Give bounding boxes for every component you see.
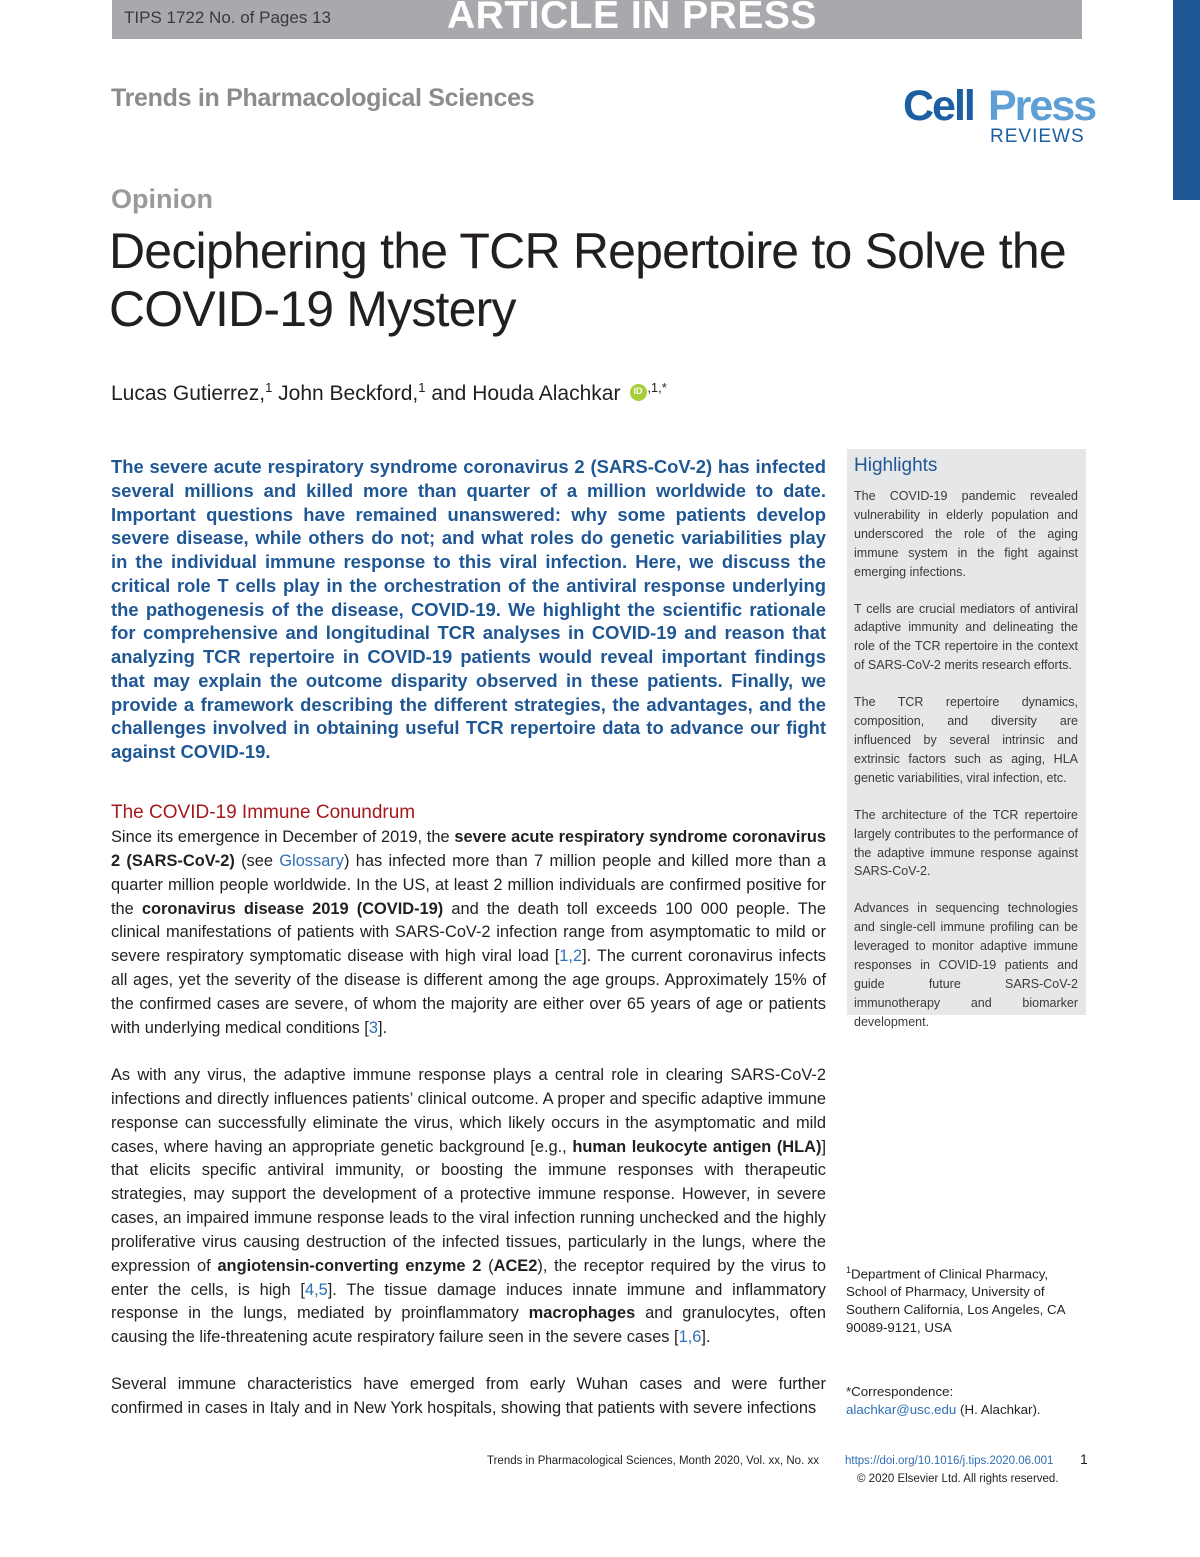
abstract: The severe acute respiratory syndrome coronavirus 2 (SARS-CoV-2) has infected several millions and killed more than quarter of a million worldwide to date. Important questions have remained unanswered: why some patients develop severe disease, while others do not; and what roles do genetic variabilities play in the individual immune response to this viral infection. Here, we discuss the critical role T cells play in the orchestration of the antiviral response underlying the pathogenesis of the disease, COVID-19. We highlight the scientific rationale for comprehensive and longitudinal TCR analyses in COVID-19 and reason that analyzing TCR repertoire in COVID-19 patients would reveal important findings that may explain the outcome disparity observed in these patients. Finally, we provide a framework describing the different strategies, the advantages, and the challenges involved in obtaining useful TCR repertoire data to advance our fight against COVID-19. [111, 456, 826, 762]
highlights-box [847, 449, 1086, 1029]
author-affiliation-mark: ,1,* [647, 380, 667, 395]
glossary-term: angiotensin-converting enzyme 2 [217, 1256, 482, 1275]
highlight-item: The architecture of the TCR repertoire largely contributes to the performance of the adaptive immune response against SARS-CoV-2. [854, 807, 1078, 879]
copyright: © 2020 Elsevier Ltd. All rights reserved. [857, 1473, 1059, 1485]
text-run: ), the receptor required by the virus to enter the cells, is high [ [111, 1256, 827, 1299]
pages-label: TIPS 1722 No. of Pages 13 [124, 8, 331, 27]
text-run: ]. The tissue damage induces innate immune and inflammatory response in the lungs, mediated by proinflammatory [111, 1280, 826, 1323]
reference-link[interactable]: 3 [368, 1018, 378, 1037]
footer-citation: Trends in Pharmacological Sciences, Month 2020, Vol. xx, No. xx [487, 1455, 819, 1467]
text-run: ) has infected more than 7 million people and killed more than a quarter million people worldwide. In the US, at least 2 million individuals are confirmed positive for the [111, 851, 826, 918]
author-name: Lucas Gutierrez, [111, 382, 266, 405]
text-run: ]. [701, 1328, 711, 1347]
page-number: 1 [1080, 1451, 1088, 1467]
author-name: John Beckford, [278, 382, 419, 405]
text-run: and the death toll exceeds 100 000 people. The clinical manifestations of patients with SARS-CoV-2 infection range from asymptomatic to mild or severe respiratory symptomatic disease with high viral load [ [111, 899, 826, 966]
correspondence-label: *Correspondence: [846, 1384, 954, 1399]
text-run: ]. The current coronavirus infects all ages, yet the severity of the disease is different among the age groups. Approximately 15% of the confirmed cases are severe, of whom the majority are either over 65 years of age or patients with underlying medical conditions [ [111, 947, 826, 1037]
highlight-item: Advances in sequencing technologies and single-cell immune profiling can be leveraged to monitor adaptive immune responses in COVID-19 patients and guide future SARS-CoV-2 immunotherapy and biomarker development. [854, 901, 1078, 1029]
article-status-bar [112, 0, 1082, 39]
author-affiliation-mark: 1 [265, 380, 273, 395]
text-run: ] that elicits specific antiviral immunity, or boosting the immune responses with therapeutic strategies, may support the development of a protective immune response. However, in severe cases, an impaired immune response leads to the viral infection running unchecked and the highly proliferative virus causing destruction of the infected tissues, particularly in the lungs, where the expression of [111, 1137, 826, 1275]
logo-press-text: Press [988, 82, 1096, 130]
text-run: and granulocytes, often causing the life-threatening acute respiratory failure seen in the severe cases [ [111, 1304, 827, 1347]
glossary-term: coronavirus disease 2019 (COVID-19) [141, 899, 444, 918]
affiliation [846, 1262, 1086, 1337]
glossary-term: macrophages [528, 1304, 636, 1323]
body-paragraph-3: Several immune characteristics have emerged from early Wuhan cases and were further confirmed in cases in Italy and in New York hospitals, showing that patients with severe infections [111, 1375, 826, 1417]
logo-reviews-text: REVIEWS [990, 126, 1085, 147]
author-list [111, 380, 667, 406]
reference-link[interactable]: 4,5 [304, 1280, 328, 1299]
correspondence-name: (H. Alachkar). [960, 1401, 1041, 1417]
doi-link[interactable]: https://doi.org/10.1016/j.tips.2020.06.001 [845, 1455, 1054, 1467]
glossary-link[interactable]: Glossary [279, 851, 344, 870]
article-category: Opinion [111, 184, 213, 214]
logo-cell-text: Cell [903, 82, 974, 130]
affiliation-text: Department of Clinical Pharmacy, School of Pharmacy, University of Southern California, Los Angeles, CA 90089-9121, USA [846, 1266, 1065, 1335]
orcid-icon[interactable] [630, 384, 647, 401]
section-heading: The COVID-19 Immune Conundrum [111, 802, 416, 823]
correspondence-email-link[interactable]: alachkar@usc.edu [846, 1401, 957, 1417]
highlight-item: T cells are crucial mediators of antiviral adaptive immunity and delineating the role of the TCR repertoire in the context of SARS-CoV-2 merits research efforts. [854, 601, 1078, 673]
highlight-item: The COVID-19 pandemic revealed vulnerability in elderly population and underscored the role of the aging immune system in the fight against emerging infections. [854, 489, 1078, 579]
text-run: As with any virus, the adaptive immune response plays a central role in clearing SARS-CoV-2 infections and directly influences patients’ clinical outcome. A proper and specific adaptive immune response can successfully eliminate the virus, which likely occurs in the asymptomatic and mild cases, where having an appropriate genetic background [e.g., [111, 1066, 826, 1156]
author-name: and Houda Alachkar [431, 382, 621, 405]
correspondence [846, 1383, 1086, 1419]
text-run: ( [481, 1256, 494, 1275]
side-tab [1173, 0, 1200, 200]
reference-link[interactable]: 1,2 [559, 947, 583, 966]
glossary-term: ACE2 [493, 1256, 538, 1275]
text-run: Since its emergence in December of 2019, the [111, 828, 455, 846]
affiliation-mark: 1 [846, 1265, 852, 1275]
author-affiliation-mark: 1 [418, 380, 426, 395]
text-run: (see [234, 851, 280, 870]
cellpress-logo [903, 82, 1096, 152]
body-paragraph-1 [111, 826, 826, 1041]
highlight-item: The TCR repertoire dynamics, composition, and diversity are influenced by several intrinsic and extrinsic factors such as aging, HLA genetic variabilities, viral infection, etc. [854, 695, 1078, 785]
article-title: Deciphering the TCR Repertoire to Solve the COVID-19 Mystery [109, 223, 1066, 337]
body-paragraph-2 [111, 1064, 826, 1350]
article-in-press-banner: ARTICLE IN PRESS [447, 0, 817, 37]
text-run: ]. [377, 1018, 388, 1037]
glossary-term: human leukocyte antigen (HLA) [572, 1137, 822, 1156]
journal-name: Trends in Pharmacological Sciences [111, 84, 535, 112]
reference-link[interactable]: 1,6 [678, 1328, 702, 1347]
glossary-term: severe acute respiratory syndrome coronavirus 2 (SARS-CoV-2) [111, 828, 826, 870]
highlights-heading: Highlights [854, 455, 938, 476]
